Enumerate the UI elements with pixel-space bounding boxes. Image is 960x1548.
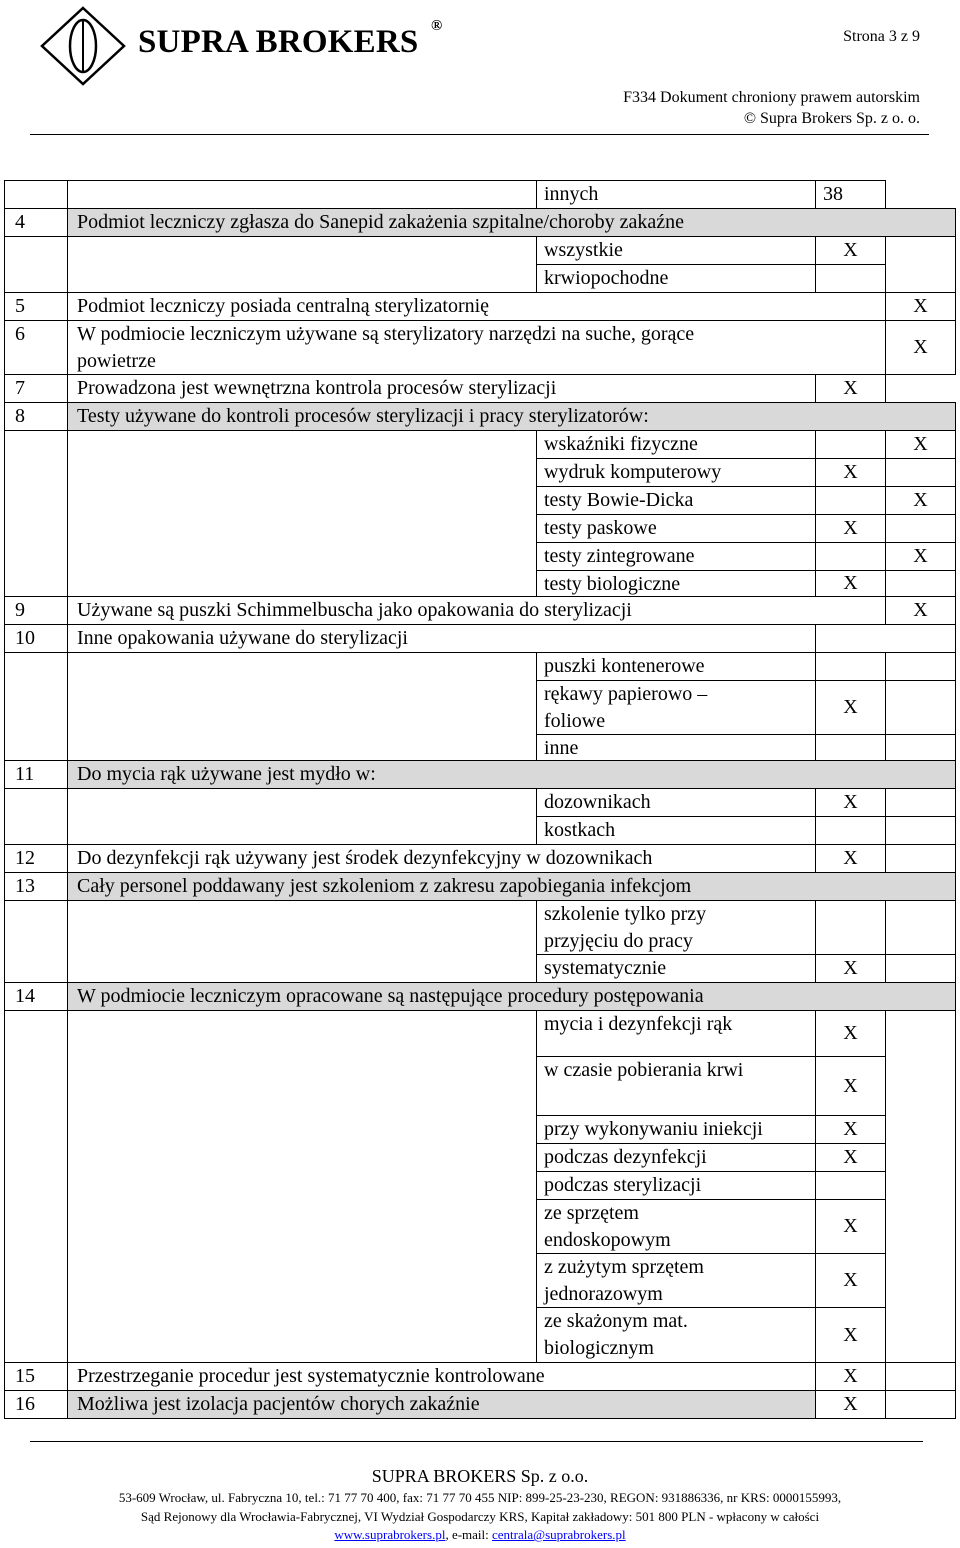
table-cell [67,652,537,761]
answer-empty [885,458,956,487]
option-label: przy wykonywaniu iniekcji [536,1115,816,1144]
answer-empty [815,652,886,681]
question-text: Do mycia rąk używane jest mydło w: [67,760,956,789]
table-cell [67,900,537,983]
answer-mark: X [815,1115,886,1144]
answer-empty [815,900,886,955]
answer-mark: X [885,430,956,459]
brand-name: SUPRA BROKERS [138,24,419,60]
option-label-line: przyjęciu do pracy [544,930,693,952]
footer-address: 53-609 Wrocław, ul. Fabryczna 10, tel.: 71 77 70 400, fax: 71 77 70 455 NIP: 899-25-23-230, REGON: 931886336, nr KRS: 0000155993, [118,1490,842,1505]
answer-mark: X [815,374,886,403]
option-label [536,1307,816,1363]
row-number: 14 [4,982,68,1011]
answer-mark: X [815,954,886,983]
question-text: Testy używane do kontroli procesów sterylizacji i pracy sterylizatorów: [67,402,956,431]
table-cell [4,236,68,293]
answer-empty [885,844,956,873]
answer-mark: X [815,1143,886,1172]
answer-mark: X [815,1056,886,1116]
table-cell [885,236,956,293]
answer-mark: X [885,292,956,321]
answer-empty [885,514,956,543]
footer-contact [0,1527,960,1543]
answer-empty [815,1171,886,1200]
answer-empty [885,954,956,983]
option-label: mycia i dezynfekcji rąk [536,1010,816,1057]
question-text: W podmiocie leczniczym opracowane są następujące procedury postępowania [67,982,956,1011]
table-cell [67,788,537,845]
row-number: 15 [4,1362,68,1391]
answer-empty [815,264,886,293]
row-number: 7 [4,374,68,403]
question-text: Używane są puszki Schimmelbuscha jako opakowania do sterylizacji [67,596,886,625]
answer-mark: X [815,514,886,543]
answer-empty [815,486,886,515]
table-cell [67,430,537,597]
answer-mark: X [815,1362,886,1391]
answer-empty [885,652,956,681]
option-value: 38 [815,180,886,209]
question-text: Możliwa jest izolacja pacjentów chorych zakaźnie [67,1390,816,1419]
option-label-line: rękawy papierowo – [544,683,708,705]
answer-empty [885,788,956,817]
copyright-owner: © Supra Brokers Sp. z o. o. [743,110,920,127]
question-text: Cały personel poddawany jest szkoleniom z zakresu zapobiegania infekcjom [67,872,956,901]
answer-mark: X [815,570,886,597]
answer-mark: X [815,844,886,873]
option-label: testy paskowe [536,514,816,543]
option-label: testy biologiczne [536,570,816,597]
table-cell [885,1010,956,1363]
option-label: systematycznie [536,954,816,983]
option-label-line: ze sprzętem [544,1202,639,1224]
question-text: Podmiot leczniczy zgłasza do Sanepid zakażenia szpitalne/choroby zakaźne [67,208,956,237]
option-label: podczas dezynfekcji [536,1143,816,1172]
row-number: 8 [4,402,68,431]
option-label: w czasie pobierania krwi [536,1056,816,1116]
answer-mark: X [885,486,956,515]
answer-empty [815,734,886,761]
answer-mark: X [815,458,886,487]
question-text: Przestrzeganie procedur jest systematycznie kontrolowane [67,1362,816,1391]
table-cell [4,180,68,209]
answer-empty [815,430,886,459]
option-label: testy zintegrowane [536,542,816,571]
row-number: 13 [4,872,68,901]
option-label [536,680,816,735]
table-cell [67,180,537,209]
question-text: Prowadzona jest wewnętrzna kontrola procesów sterylizacji [67,374,816,403]
option-label: dozownikach [536,788,816,817]
option-label [536,1253,816,1308]
answer-empty [885,816,956,845]
table-cell [67,236,537,293]
option-label: puszki kontenerowe [536,652,816,681]
answer-mark: X [885,596,956,625]
row-number: 9 [4,596,68,625]
table-cell [67,1010,537,1363]
answer-mark: X [885,320,956,375]
question-text: Inne opakowania używane do sterylizacji [67,624,816,653]
option-label: kostkach [536,816,816,845]
option-label: wydruk komputerowy [536,458,816,487]
question-text [67,320,886,375]
option-label: wskaźniki fizyczne [536,430,816,459]
answer-mark: X [815,1390,886,1419]
answer-empty [885,1390,956,1419]
footer-court: Sąd Rejonowy dla Wrocławia-Fabrycznej, VI Wydział Gospodarczy KRS, Kapitał zakładowy: 501 800 PLN - wpłacony w całości [140,1509,820,1524]
email-link[interactable]: centrala@suprabrokers.pl [492,1527,626,1542]
option-label-line: biologicznym [544,1337,654,1359]
answer-mark: X [815,1010,886,1057]
option-label-line: ze skażonym mat. [544,1310,688,1332]
row-number: 4 [4,208,68,237]
answer-mark: X [815,788,886,817]
answer-mark: X [815,1253,886,1308]
table-cell [4,430,68,597]
page-number: Strona 3 z 9 [843,28,920,45]
answer-empty [885,734,956,761]
table-cell [4,900,68,983]
answer-empty [885,680,956,735]
option-label-line: z zużytym sprzętem [544,1256,704,1278]
table-cell [4,652,68,761]
option-label: podczas sterylizacji [536,1171,816,1200]
question-text: Podmiot leczniczy posiada centralną sterylizatornię [67,292,886,321]
answer-empty [885,570,956,597]
answer-empty [815,542,886,571]
option-label [536,900,816,955]
option-label: wszystkie [536,236,816,265]
option-label: testy Bowie-Dicka [536,486,816,515]
row-number: 6 [4,320,68,375]
answer-mark: X [815,680,886,735]
website-link[interactable]: www.suprabrokers.pl [334,1527,446,1542]
answer-mark: X [815,236,886,265]
row-number: 10 [4,624,68,653]
answer-mark: X [815,1307,886,1363]
answer-mark: X [815,1199,886,1254]
footer-divider [30,1441,923,1442]
registered-mark: ® [431,18,443,34]
footer-company: SUPRA BROKERS Sp. z o.o. [371,1466,589,1486]
answer-mark: X [885,542,956,571]
question-text-line: W podmiocie leczniczym używane są sterylizatory narzędzi na suche, gorące [77,323,695,345]
option-label: innych [536,180,816,209]
option-label-line: foliowe [544,710,606,732]
table-cell [815,624,956,653]
answer-empty [885,900,956,955]
option-label-line: jednorazowym [544,1283,663,1305]
row-number: 11 [4,760,68,789]
option-label: inne [536,734,816,761]
table-cell [4,788,68,845]
table-cell [4,1010,68,1363]
option-label-line: endoskopowym [544,1229,671,1251]
option-label-line: szkolenie tylko przy [544,903,707,925]
question-text-line: powietrze [77,350,156,372]
option-label [536,1199,816,1254]
answer-empty [815,816,886,845]
email-label: , e-mail: [445,1527,493,1542]
question-text: Do dezynfekcji rąk używany jest środek dezynfekcyjny w dozownikach [67,844,816,873]
row-number: 16 [4,1390,68,1419]
row-number: 12 [4,844,68,873]
copyright-notice: F334 Dokument chroniony prawem autorskim [623,89,920,106]
row-number: 5 [4,292,68,321]
option-label: krwiopochodne [536,264,816,293]
answer-empty [885,1362,956,1391]
